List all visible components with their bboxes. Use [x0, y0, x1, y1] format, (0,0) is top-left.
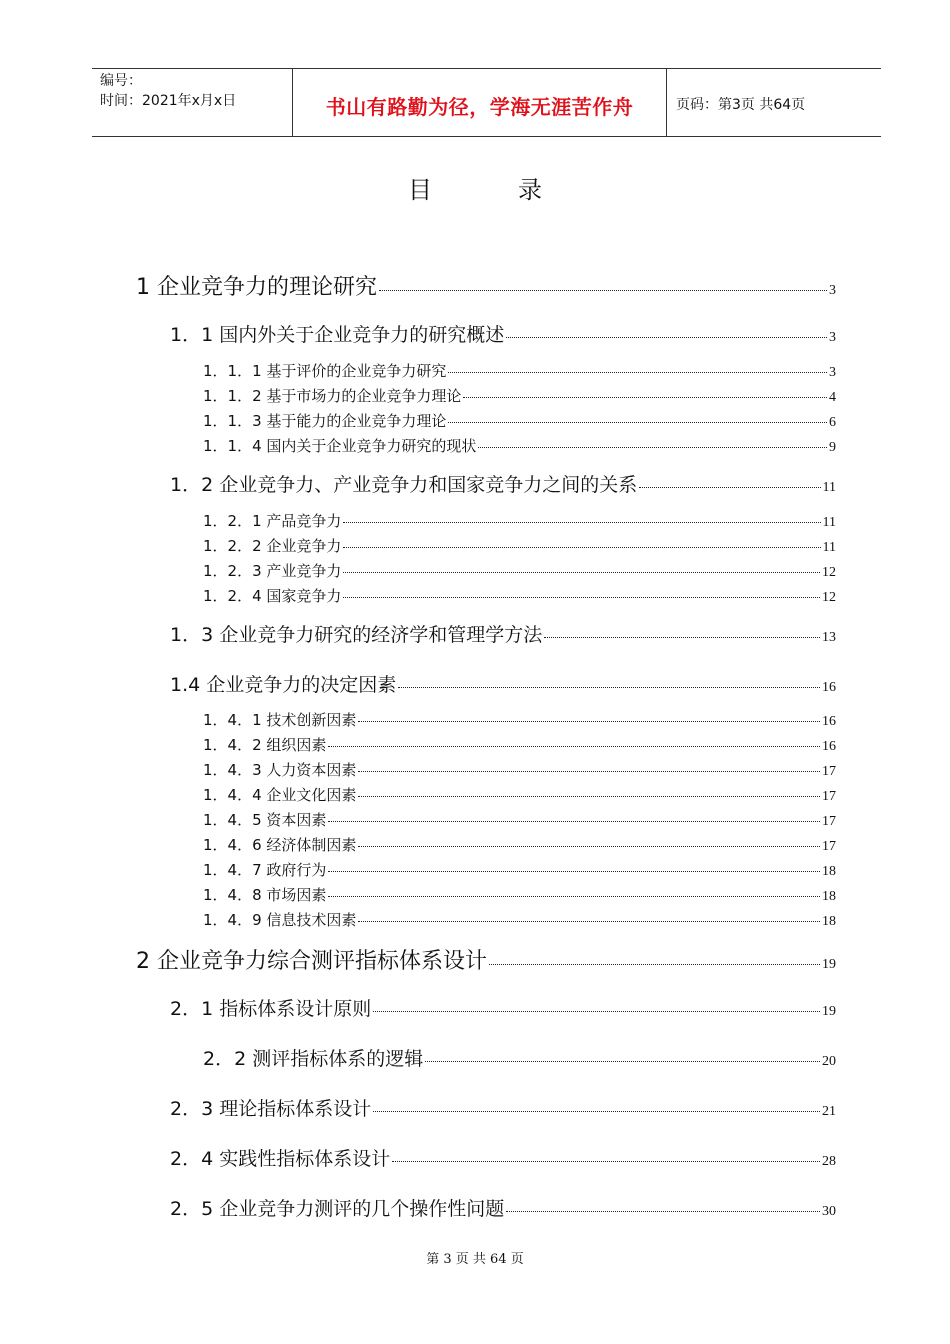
- toc-entry[interactable]: 1．4．1 技术创新因素 16: [203, 711, 836, 729]
- toc-entry[interactable]: 1．4．8 市场因素 18: [203, 886, 836, 904]
- toc-entry[interactable]: 1．3 企业竞争力研究的经济学和管理学方法 13: [170, 624, 836, 646]
- toc-entry[interactable]: 2．1 指标体系设计原则 19: [170, 998, 836, 1020]
- toc-entry[interactable]: 2 企业竞争力综合测评指标体系设计 19: [136, 949, 836, 974]
- time-label: 时间：2021年x月x日: [100, 93, 237, 109]
- toc-entry[interactable]: 1．4．9 信息技术因素 18: [203, 911, 836, 929]
- toc-entry[interactable]: 2．5 企业竞争力测评的几个操作性问题 30: [170, 1198, 836, 1220]
- toc-entry[interactable]: 1．2 企业竞争力、产业竞争力和国家竞争力之间的关系 11: [170, 474, 836, 496]
- toc-entry[interactable]: 1．4．5 资本因素 17: [203, 811, 836, 829]
- toc-entry[interactable]: 1．1．2 基于市场力的企业竞争力理论 4: [203, 387, 836, 405]
- page-title: 目录: [408, 176, 628, 204]
- toc-entry[interactable]: 1.4 企业竞争力的决定因素 16: [170, 674, 836, 696]
- code-label: 编号：: [100, 73, 142, 89]
- toc-entry[interactable]: 1．4．6 经济体制因素 17: [203, 836, 836, 854]
- toc-entry[interactable]: 2．4 实践性指标体系设计 28: [170, 1148, 836, 1170]
- toc-entry[interactable]: 1．2．3 产业竞争力 12: [203, 562, 836, 580]
- toc-entry[interactable]: 1．4．2 组织因素 16: [203, 736, 836, 754]
- toc-entry[interactable]: 1 企业竞争力的理论研究 3: [136, 275, 836, 300]
- toc-entry[interactable]: 2．3 理论指标体系设计 21: [170, 1098, 836, 1120]
- toc-entry[interactable]: 1．2．1 产品竞争力 11: [203, 512, 836, 530]
- toc-entry[interactable]: 1．4．7 政府行为 18: [203, 861, 836, 879]
- toc-entry[interactable]: 1．1．4 国内关于企业竞争力研究的现状 9: [203, 437, 836, 455]
- toc-entry[interactable]: 2．2 测评指标体系的逻辑 20: [203, 1048, 836, 1070]
- toc-entry[interactable]: 1．1 国内外关于企业竞争力的研究概述 3: [170, 324, 836, 346]
- page-footer: 第 3 页 共 64 页: [426, 1252, 524, 1267]
- toc-entry[interactable]: 1．4．3 人力资本因素 17: [203, 761, 836, 779]
- toc-entry[interactable]: 1．1．3 基于能力的企业竞争力理论 6: [203, 412, 836, 430]
- toc-entry[interactable]: 1．1．1 基于评价的企业竞争力研究 3: [203, 362, 836, 380]
- toc-entry[interactable]: 1．4．4 企业文化因素 17: [203, 786, 836, 804]
- motto: 书山有路勤为径，学海无涯苦作舟: [325, 95, 634, 119]
- toc-entry[interactable]: 1．2．4 国家竞争力 12: [203, 587, 836, 605]
- page-info: 页码：第3页 共64页: [676, 97, 806, 113]
- toc-entry[interactable]: 1．2．2 企业竞争力 11: [203, 537, 836, 555]
